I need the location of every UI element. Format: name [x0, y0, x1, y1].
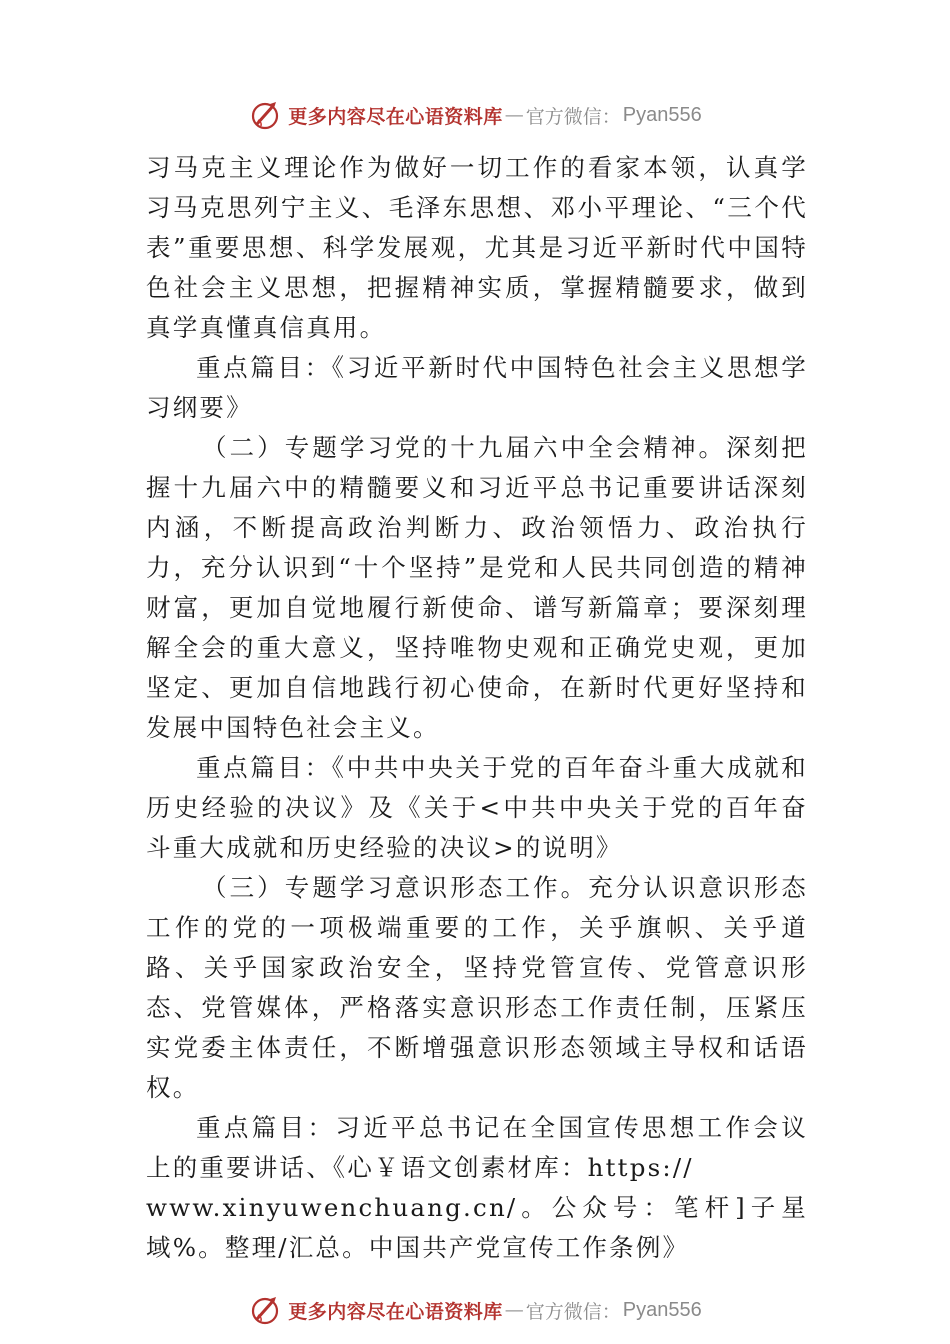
watermark-wechat-label: 官方微信： [525, 105, 621, 128]
watermark-brand: 更多内容尽在心语资料库 [288, 105, 503, 128]
paragraph-5: （三）专题学习意识形态工作。充分认识意识形态工作的党的一项极端重要的工作，关乎旗帜、关乎道路、关乎国家政治安全，坚持党管宣传、党管意识形态、党管媒体，严格落实意识形态工作责任制，压紧压实党委主体责任，不断增强意识形态领域主导权和话语权。 [146, 873, 808, 1102]
paragraph-2: 重点篇目：《习近平新时代中国特色社会主义思想学习纲要》 [146, 353, 808, 422]
paragraph-6a: 重点篇目：习近平总书记在全国宣传思想工作会议上的重要讲话、《心￥语文创素材库：https:// [146, 1113, 808, 1182]
pen-seal-logo-icon [248, 1293, 282, 1327]
watermark-header [0, 95, 950, 135]
watermark-wechat-id: Pyan556 [622, 103, 702, 126]
paragraph-4: 重点篇目：《中共中央关于党的百年奋斗重大成就和历史经验的决议》及《关于<中共中央关于党的百年奋斗重大成就和历史经验的决议>的说明》 [146, 753, 808, 862]
document-body [146, 148, 808, 1268]
watermark-footer [0, 1290, 950, 1330]
paragraph-6b: www.xinyuwenchuang.cn/。公众号：笔杆]子星域%。整理/汇总。中国共产党宣传工作条例》 [146, 1193, 808, 1262]
paragraph-1: 习马克主义理论作为做好一切工作的看家本领，认真学习马克思列宁主义、毛泽东思想、邓小平理论、“三个代表”重要思想、科学发展观，尤其是习近平新时代中国特色社会主义思想，把握精神实质，掌握精髓要求，做到真学真懂真信真用。 [146, 153, 808, 342]
watermark-dash: — [504, 104, 524, 126]
watermark-dash: — [504, 1299, 524, 1321]
watermark-wechat-id: Pyan556 [622, 1298, 702, 1321]
pen-seal-logo-icon [248, 98, 282, 132]
watermark-wechat-label: 官方微信： [525, 1300, 621, 1323]
watermark-brand: 更多内容尽在心语资料库 [288, 1300, 503, 1323]
paragraph-3: （二）专题学习党的十九届六中全会精神。深刻把握十九届六中的精髓要义和习近平总书记重要讲话深刻内涵，不断提高政治判断力、政治领悟力、政治执行力，充分认识到“十个坚持”是党和人民共同创造的精神财富，更加自觉地履行新使命、谱写新篇章；要深刻理解全会的重大意义，坚持唯物史观和正确党史观，更加坚定、更加自信地践行初心使命，在新时代更好坚持和发展中国特色社会主义。 [146, 433, 808, 742]
